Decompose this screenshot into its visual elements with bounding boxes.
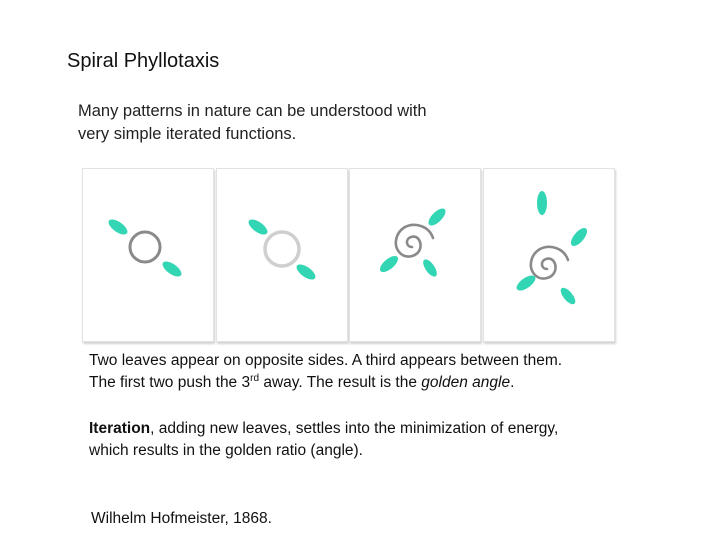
golden-angle-term: golden angle [421, 374, 511, 391]
leaf [558, 285, 578, 306]
stem-circle [130, 232, 160, 262]
iteration-line-1-rest: , adding new leaves, settles into the minimization of energy, [150, 420, 559, 437]
caption-line-2 [89, 372, 562, 394]
leaf [106, 217, 130, 238]
leaf [377, 253, 400, 275]
figure-caption [89, 350, 562, 394]
leaf [160, 259, 184, 280]
phyllotaxis-panel-4 [483, 168, 615, 342]
four-leaves-spiral-illustration [484, 169, 614, 341]
stem-spiral [396, 225, 433, 257]
intro-line-2: very simple iterated functions. [78, 125, 297, 143]
slide-title: Spiral Phyllotaxis [67, 50, 220, 72]
stem-spiral [531, 247, 568, 279]
leaf [426, 206, 449, 229]
iteration-term: Iteration [89, 420, 151, 437]
two-leaves-circle-illustration [83, 169, 213, 341]
leaf [537, 191, 547, 215]
two-leaves-light-circle-illustration [217, 169, 347, 341]
leaf [246, 217, 270, 238]
leaf [421, 257, 440, 279]
stem-circle [265, 232, 299, 266]
leaf [294, 262, 318, 283]
phyllotaxis-panel-3 [349, 168, 481, 342]
phyllotaxis-panel-1 [82, 168, 214, 342]
caption-line-2-start: The first two push the 3 [89, 374, 251, 391]
caption-line-2-middle: away. The result is the [259, 374, 422, 391]
iteration-paragraph [89, 418, 558, 462]
three-leaves-spiral-illustration [350, 169, 480, 341]
iteration-line-2: which results in the golden ratio (angle). [89, 442, 363, 459]
intro-line-1: Many patterns in nature can be understood with [78, 102, 427, 120]
leaf [568, 225, 590, 248]
intro-text [78, 100, 427, 146]
phyllotaxis-panel-2 [216, 168, 348, 342]
ordinal-superscript: rd [250, 372, 260, 384]
caption-line-1: Two leaves appear on opposite sides. A third appears between them. [89, 352, 563, 369]
iteration-line-1 [89, 418, 558, 440]
caption-line-2-end: . [510, 374, 515, 391]
citation: Wilhelm Hofmeister, 1868. [91, 510, 272, 527]
